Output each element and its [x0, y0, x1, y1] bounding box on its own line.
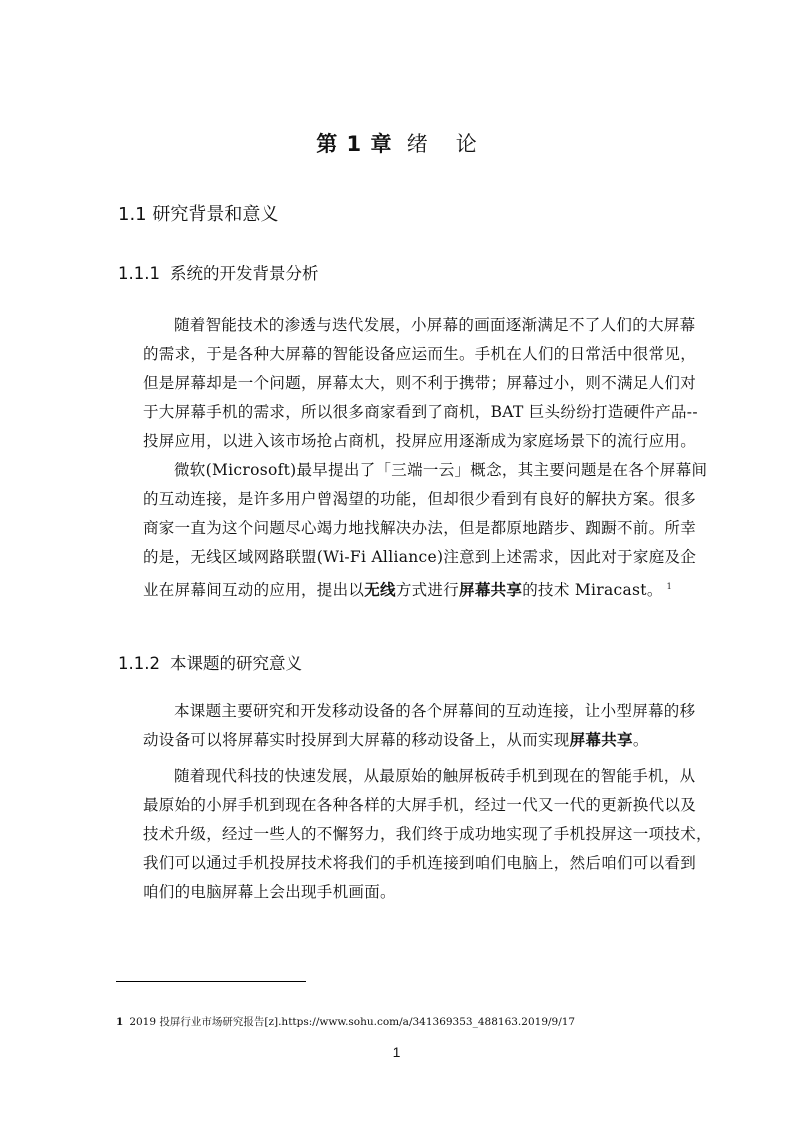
text-span: 业在屏幕间互动的应用，提出以 [143, 581, 365, 599]
paragraph-significance-1 [143, 697, 713, 755]
bold-term-screen-sharing: 屏幕共享 [459, 581, 523, 599]
text-line [143, 572, 713, 601]
section-heading-1-1: 1.1 研究背景和意义 [118, 204, 279, 225]
chapter-name: 绪论 [406, 132, 505, 156]
section-heading-1-1-1 [118, 260, 318, 284]
bold-term-screen-sharing: 屏幕共享 [569, 731, 633, 749]
text-line: 微软(Microsoft)最早提出了「三端一云」概念，其主要问题是在各个屏幕间 [174, 461, 708, 479]
text-line: 我们可以通过手机投屏技术将我们的手机连接到咱们电脑上，然后咱们可以看到 [143, 854, 697, 872]
chapter-title [0, 128, 793, 158]
page-number: 1 [392, 1044, 401, 1060]
footnote-text[interactable]: 2019 投屏行业市场研究报告[z].https://www.sohu.com/a/341369353_488163.2019/9/17 [129, 1016, 576, 1028]
text-line: 最原始的小屏手机到现在各种各样的大屏手机，经过一代又一代的更新换代以及 [143, 796, 697, 814]
text-line: 投屏应用，以进入该市场抢占商机，投屏应用逐渐成为家庭场景下的流行应用。 [143, 432, 697, 450]
footnote [116, 1014, 575, 1029]
text-span: 动设备可以将屏幕实时投屏到大屏幕的移动设备上，从而实现 [143, 731, 570, 749]
footnote-reference[interactable]: 1 [666, 582, 673, 591]
chapter-number: 第 1 章 [316, 132, 393, 156]
paragraph-significance-2 [143, 762, 713, 907]
footnote-mark: 1 [116, 1016, 124, 1028]
text-line: 但是屏幕却是一个问题，屏幕太大，则不利于携带；屏幕过小，则不满足人们对 [143, 374, 697, 392]
paragraph-background-1 [143, 311, 713, 456]
bold-term-wireless: 无线 [364, 581, 396, 599]
text-line: 技术升级，经过一些人的不懈努力，我们终于成功地实现了手机投屏这一项技术， [143, 825, 712, 843]
text-line: 商家一直为这个问题尽心竭力地找解决办法，但是都原地踏步、踟蹰不前。所幸 [143, 519, 697, 537]
text-line: 随着现代科技的快速发展，从最原始的触屏板砖手机到现在的智能手机，从 [174, 767, 696, 785]
text-line [143, 726, 713, 755]
text-line: 随着智能技术的渗透与迭代发展，小屏幕的画面逐渐满足不了人们的大屏幕 [174, 316, 696, 334]
section-title: 本课题的研究意义 [169, 654, 302, 673]
text-line: 本课题主要研究和开发移动设备的各个屏幕间的互动连接，让小型屏幕的移 [174, 702, 696, 720]
text-line: 的互动连接，是许多用户曾渴望的功能，但却很少看到有良好的解抉方案。很多 [143, 490, 697, 508]
text-line: 于大屏幕手机的需求，所以很多商家看到了商机，BAT 巨头纷纷打造硬件产品-- [143, 403, 698, 421]
text-span: 的技术 Miracast。 [522, 581, 663, 599]
section-heading-1-1-2 [118, 650, 302, 674]
paragraph-background-2 [143, 456, 713, 601]
text-line: 的是，无线区域网路联盟(Wi-Fi Alliance)注意到上述需求，因此对于家庭及企 [143, 548, 697, 566]
section-number: 1.1.2 [118, 654, 160, 673]
footnote-divider [116, 981, 306, 982]
section-number: 1.1.1 [118, 264, 160, 283]
text-line: 咱们的电脑屏幕上会出现手机画面。 [143, 883, 396, 901]
text-span: 。 [632, 731, 649, 749]
text-line: 的需求，于是各种大屏幕的智能设备应运而生。手机在人们的日常活中很常见， [143, 345, 697, 363]
section-title: 系统的开发背景分析 [169, 264, 319, 283]
text-span: 方式进行 [395, 581, 460, 599]
